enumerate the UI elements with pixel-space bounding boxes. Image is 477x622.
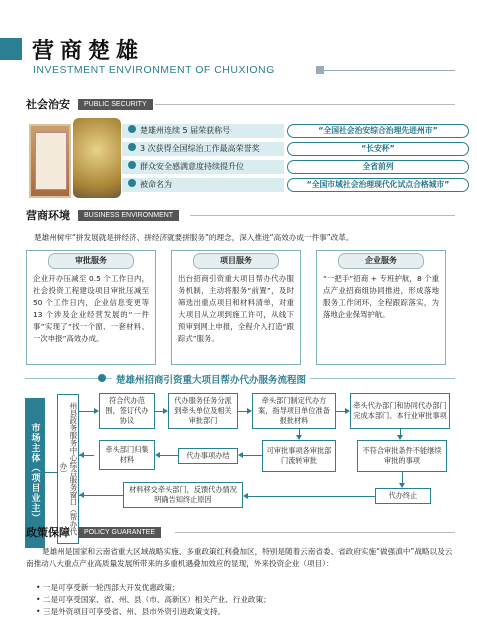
arrow-right-icon <box>247 408 252 414</box>
arrow-right-icon <box>345 408 350 414</box>
certificate-photo <box>29 124 71 198</box>
flow-connector <box>160 455 178 456</box>
title-accent-bar <box>0 38 22 60</box>
subtitle-divider <box>320 70 455 71</box>
award-row <box>122 160 394 174</box>
flow-step-plan: 牵头部门制定代办方案，指导项目单位准备报批材料 <box>252 393 336 429</box>
award-row <box>122 178 450 192</box>
section-title: 政策保障 <box>26 526 70 539</box>
service-card-project <box>171 250 301 365</box>
policy-item: • 三是外资项目可享受省、州、县市外资引进政策支持。 <box>36 607 226 616</box>
award-row <box>122 142 395 156</box>
trophy-photo <box>73 118 121 198</box>
policy-item: • 二是可享受国家、省、州、县（市、高新区）相关产业、行业政策； <box>36 595 271 604</box>
flow-step-collect-materials: 牵头部门归集材料 <box>99 440 155 470</box>
section-header-business-environment <box>26 207 179 223</box>
section-title: 社会治安 <box>26 98 70 111</box>
card-body: 出台招商引资重大项目帮办代办服务机制，主动将服务“前置”，及时筛选出重点项目和材料清单，对重大项目从立项到施工许可，从线下预审到网上申报，全程介入打造“跟踪式”服务。 <box>178 274 294 343</box>
flow-connector <box>79 411 94 412</box>
card-title: 项目服务 <box>193 253 279 269</box>
award-row <box>122 124 438 138</box>
arrow-down-icon <box>296 435 302 440</box>
arrow-left-icon <box>238 452 243 458</box>
section-title: 营商环境 <box>26 209 70 222</box>
service-window-box: 州县政务服务中心综合服务窗口（帮办代办） <box>57 394 79 544</box>
policy-item: • 一是可享受新一轮西部大开发优惠政策； <box>36 583 180 592</box>
award-label: 3 次获得全国综治工作最高荣誉奖 <box>122 142 284 156</box>
arrow-left-icon <box>243 493 248 499</box>
market-entity-label: 市场主体（项目业主） <box>25 398 45 548</box>
flow-step-finish: 代办事项办结 <box>178 448 238 464</box>
flow-title: 楚雄州招商引资重大项目帮办代办服务流程图 <box>112 372 310 386</box>
flow-step-terminate: 代办终止 <box>375 488 431 504</box>
award-value: “全国社会治安综合治理先进州市” <box>287 124 469 138</box>
award-value: “长安杯” <box>287 142 469 156</box>
flow-connector <box>336 411 345 412</box>
section-divider <box>155 104 455 105</box>
section-header-policy <box>26 524 161 540</box>
flow-connector <box>238 411 247 412</box>
page-subtitle: INVESTMENT ENVIRONMENT OF CHUXIONG <box>33 64 275 76</box>
card-title: 审批服务 <box>48 253 134 269</box>
arrow-down-icon <box>397 435 403 440</box>
flow-step-complete-approval: 牵头代办部门和协同代办部门完成本部门、本行业审批事项 <box>350 393 450 429</box>
card-title: 企业服务 <box>338 253 424 269</box>
flow-title-dot-icon <box>98 374 106 382</box>
section-subtitle: PUBLIC SECURITY <box>78 99 153 110</box>
arrow-left-icon <box>79 492 84 498</box>
flow-connector <box>45 472 57 473</box>
award-value: 全省前列 <box>287 160 469 174</box>
flow-step-not-qualified: 不符合审批条件不能继续审批的事项 <box>357 440 447 472</box>
section-header-public-security <box>26 96 153 112</box>
flow-connector <box>79 495 123 496</box>
flow-step-sign-agreement: 符合代办范围，签订代办协议 <box>99 393 155 429</box>
flow-connector <box>243 455 262 456</box>
bullet-icon <box>128 125 136 133</box>
award-value: “全国市域社会治理现代化试点合格城市” <box>287 178 469 192</box>
section-divider <box>190 215 455 216</box>
arrow-left-icon <box>155 452 160 458</box>
service-card-enterprise <box>316 250 446 365</box>
arrow-right-icon <box>94 408 99 414</box>
service-card-approval <box>26 250 156 365</box>
card-body: “一把手”招商 + 专班护航，8 个重点产业招商组协同推进，形成落地服务工作闭环，全程跟踪落实，为落地企业保驾护航。 <box>323 274 439 319</box>
arrow-left-icon <box>79 452 84 458</box>
flow-step-assign-tasks: 代办服务任务分派到牵头单位及相关审批部门 <box>168 393 238 429</box>
arrow-right-icon <box>163 408 168 414</box>
flow-connector <box>402 472 403 483</box>
bullet-icon <box>128 161 136 169</box>
award-label: 被命名为 <box>122 178 284 192</box>
section-divider <box>175 532 455 533</box>
award-label: 群众安全感满意度持续提升位 <box>122 160 284 174</box>
policy-intro: 楚雄州是国家和云南省重大区域战略实施、多重政策红利叠加区，特别是随着云南省委、省政府实施“做强滇中”战略以及云南推动八大重点产业高质量发展所带来的多重机遇叠加效应的显现，外来投资企业（项目）： <box>26 547 453 568</box>
flow-connector <box>155 411 163 412</box>
page-title: 营商楚雄 <box>32 39 145 64</box>
bullet-icon <box>128 179 136 187</box>
flow-step-feedback: 材料移交牵头部门，反馈代办情况明确告知终止原因 <box>123 482 243 508</box>
arrow-down-icon <box>399 483 405 488</box>
section-subtitle: BUSINESS ENVIRONMENT <box>78 210 179 221</box>
award-label: 楚雄州连续 5 届荣获称号 <box>122 124 284 138</box>
flow-connector <box>248 496 375 497</box>
card-body: 企业开办压减至 0.5 个工作日内，社会投资工程建设项目审批压减至 50 个工作日内，企业信息变更等 13 个涉及企业经营发展的“一件事”实现了“找一个窗、一套材料、一次申报”高效办成。 <box>33 274 149 343</box>
intro-paragraph: 楚雄州树牢“拼发展就是拼经济、拼经济就要拼服务”的理念，深入推进“高效办成一件事”改革。 <box>34 233 354 242</box>
section-subtitle: POLICY GUARANTEE <box>78 527 161 538</box>
bullet-icon <box>128 143 136 151</box>
flow-step-transfer-approval: 可审批事项各审批部门流转审批 <box>262 440 336 472</box>
